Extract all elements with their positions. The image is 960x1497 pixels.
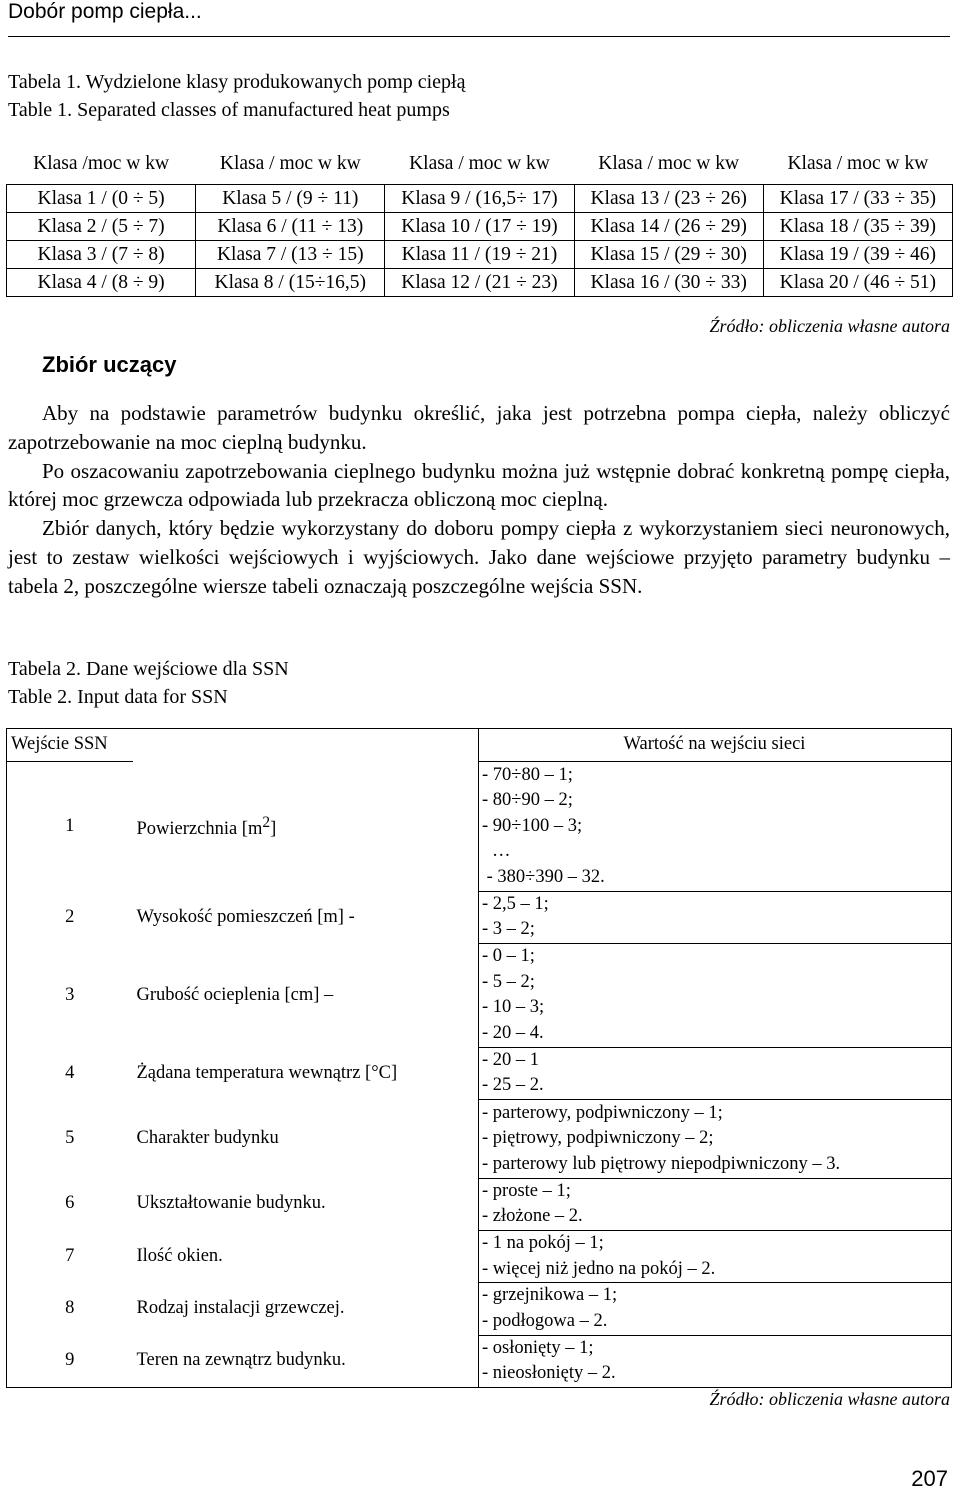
table-row — [7, 1283, 952, 1335]
value-line: - parterowy lub piętrowy niepodpiwniczony – 3. — [482, 1153, 841, 1174]
classes-header-cell: Klasa /moc w kw — [33, 153, 170, 174]
table2-source: Źródło: obliczenia własne autora — [709, 1389, 950, 1409]
input-values — [479, 1283, 952, 1335]
input-name: Wysokość pomieszczeń [m] - — [136, 906, 355, 927]
input-name: Ilość okien. — [136, 1245, 223, 1266]
input-number: 8 — [65, 1298, 75, 1319]
input-name: Żądana temperatura wewnątrz [°C] — [136, 1062, 398, 1083]
classes-row — [7, 269, 953, 297]
input-name: Charakter budynku — [136, 1128, 279, 1148]
classes-cell: Klasa 9 / (16,5÷ 17) — [385, 185, 574, 213]
input-data-table — [6, 728, 952, 1388]
classes-cell: Klasa 7 / (13 ÷ 15) — [196, 241, 385, 269]
value-line: - 90÷100 – 3; — [482, 815, 583, 836]
classes-header-cell: Klasa / moc w kw — [409, 153, 550, 174]
input-name: Rodzaj instalacji grzewczej. — [136, 1298, 345, 1319]
table-row — [7, 891, 952, 943]
classes-cell: Klasa 5 / (9 ÷ 11) — [196, 185, 385, 213]
superscript: 2 — [262, 814, 271, 832]
classes-header-cell: Klasa / moc w kw — [598, 153, 740, 174]
table-row — [7, 943, 952, 1047]
input-name: Ukształtowanie budynku. — [136, 1193, 326, 1214]
classes-cell: Klasa 4 / (8 ÷ 9) — [7, 269, 196, 297]
input-number: 3 — [65, 984, 75, 1005]
value-line: - 380÷390 – 32. — [482, 866, 605, 887]
table-row — [7, 762, 952, 891]
table2-caption-pl: Tabela 2. Dane wejściowe dla SSN — [8, 658, 289, 680]
classes-cell: Klasa 1 / (0 ÷ 5) — [7, 185, 196, 213]
value-line: - złożone – 2. — [482, 1206, 583, 1227]
input-values — [479, 762, 952, 891]
value-line: - piętrowy, podpiwniczony – 2; — [482, 1128, 714, 1148]
value-line: - 1 na pokój – 1; — [482, 1233, 604, 1254]
page-number: 207 — [911, 1466, 948, 1491]
value-line: - grzejnikowa – 1; — [482, 1285, 618, 1306]
classes-cell: Klasa 12 / (21 ÷ 23) — [385, 269, 574, 297]
value-line: - osłonięty – 1; — [482, 1337, 594, 1358]
body-text — [8, 399, 950, 601]
classes-cell: Klasa 3 / (7 ÷ 8) — [7, 241, 196, 269]
value-line: - nieosłonięty – 2. — [482, 1363, 616, 1384]
classes-cell: Klasa 17 / (33 ÷ 35) — [763, 185, 952, 213]
value-line: - 10 – 3; — [482, 997, 545, 1018]
value-line: - 70÷80 – 1; — [482, 764, 573, 785]
input-name: Grubość ocieplenia [cm] – — [136, 984, 334, 1005]
input-values — [479, 1230, 952, 1282]
value-line: … — [492, 841, 511, 862]
table-row — [7, 1099, 952, 1178]
value-line: - 20 – 4. — [482, 1022, 544, 1043]
input-number: 6 — [65, 1193, 75, 1214]
value-header-label: Wartość na wejściu sieci — [479, 729, 952, 762]
value-line: - parterowy, podpiwniczony – 1; — [482, 1102, 723, 1123]
input-number: 5 — [65, 1128, 75, 1148]
input-header-spacer — [133, 729, 479, 762]
header-rule — [8, 36, 950, 37]
value-line: - 20 – 1 — [482, 1049, 540, 1070]
table-row — [7, 1230, 952, 1282]
input-number: 7 — [65, 1245, 75, 1266]
input-header-row — [7, 729, 952, 762]
table-row — [7, 1178, 952, 1230]
input-name: Powierzchnia $[m^2]$ — [136, 814, 277, 840]
input-name: Teren na zewnątrz budynku. — [136, 1350, 346, 1371]
table1-source: Źródło: obliczenia własne autora — [709, 316, 950, 336]
input-values — [479, 1178, 952, 1230]
classes-cell: Klasa 13 / (23 ÷ 26) — [574, 185, 763, 213]
classes-cell: Klasa 8 / (15÷16,5) — [196, 269, 385, 297]
value-line: - 2,5 – 1; — [482, 893, 549, 914]
section-title: Zbiór uczący — [42, 352, 177, 377]
paragraph: Zbiór danych, który będzie wykorzystany do doboru pompy ciepła z wykorzystaniem sieci neuronowych, jest to zestaw wielkości wejściowych i wyjściowych. Jako dane wejściowe przyjęto parametry budynku – tabela 2, poszczególne wiersze tabeli oznaczają poszczególne wejścia SSN. — [8, 516, 950, 598]
value-line: - 25 – 2. — [482, 1075, 544, 1096]
paragraph: Aby na podstawie parametrów budynku określić, jaka jest potrzebna pompa ciepła, należy obliczyć zapotrzebowanie na moc cieplną budynku. — [8, 401, 950, 454]
input-number: 4 — [65, 1062, 75, 1083]
running-head: Dobór pomp ciepła... — [8, 0, 202, 23]
value-line: - więcej niż jedno na pokój – 2. — [482, 1258, 716, 1279]
input-values — [479, 943, 952, 1047]
classes-cell: Klasa 6 / (11 ÷ 13) — [196, 213, 385, 241]
classes-cell: Klasa 2 / (5 ÷ 7) — [7, 213, 196, 241]
input-number: 2 — [65, 906, 75, 927]
input-values — [479, 891, 952, 943]
classes-cell: Klasa 19 / (39 ÷ 46) — [763, 241, 952, 269]
table1-caption-en: Table 1. Separated classes of manufactured heat pumps — [8, 99, 450, 121]
classes-cell: Klasa 20 / (46 ÷ 51) — [763, 269, 952, 297]
value-line: - proste – 1; — [482, 1180, 571, 1201]
value-line: - 0 – 1; — [482, 946, 535, 967]
value-line: - 3 – 2; — [482, 919, 535, 940]
input-values — [479, 1099, 952, 1178]
input-number: 9 — [65, 1350, 75, 1371]
input-number: 1 — [65, 815, 75, 836]
paragraph: Po oszacowaniu zapotrzebowania cieplnego budynku można już wstępnie dobrać konkretną pompę ciepła, której moc grzewcza odpowiada lub przekracza obliczoną moc cieplną. — [8, 458, 950, 512]
classes-table — [6, 144, 953, 297]
value-line: - 5 – 2; — [482, 971, 535, 992]
classes-cell: Klasa 11 / (19 ÷ 21) — [385, 241, 574, 269]
table-row — [7, 1335, 952, 1387]
table1-caption-pl: Tabela 1. Wydzielone klasy produkowanych pomp ciepłą — [8, 71, 466, 93]
classes-cell: Klasa 10 / (17 ÷ 19) — [385, 213, 574, 241]
value-line: - podłogowa – 2. — [482, 1310, 608, 1331]
classes-cell: Klasa 16 / (30 ÷ 33) — [574, 269, 763, 297]
input-header-label: Wejście SSN — [7, 729, 133, 762]
classes-header-row — [7, 144, 953, 185]
classes-header-cell: Klasa / moc w kw — [787, 153, 929, 174]
classes-row — [7, 185, 953, 213]
input-values — [479, 1047, 952, 1099]
classes-header-cell: Klasa / moc w kw — [219, 153, 361, 174]
input-values — [479, 1335, 952, 1387]
table2-caption-en: Table 2. Input data for SSN — [8, 686, 228, 708]
table-row — [7, 1047, 952, 1099]
classes-cell: Klasa 18 / (35 ÷ 39) — [763, 213, 952, 241]
classes-row — [7, 241, 953, 269]
classes-cell: Klasa 14 / (26 ÷ 29) — [574, 213, 763, 241]
value-line: - 80÷90 – 2; — [482, 790, 573, 811]
classes-row — [7, 213, 953, 241]
classes-cell: Klasa 15 / (29 ÷ 30) — [574, 241, 763, 269]
